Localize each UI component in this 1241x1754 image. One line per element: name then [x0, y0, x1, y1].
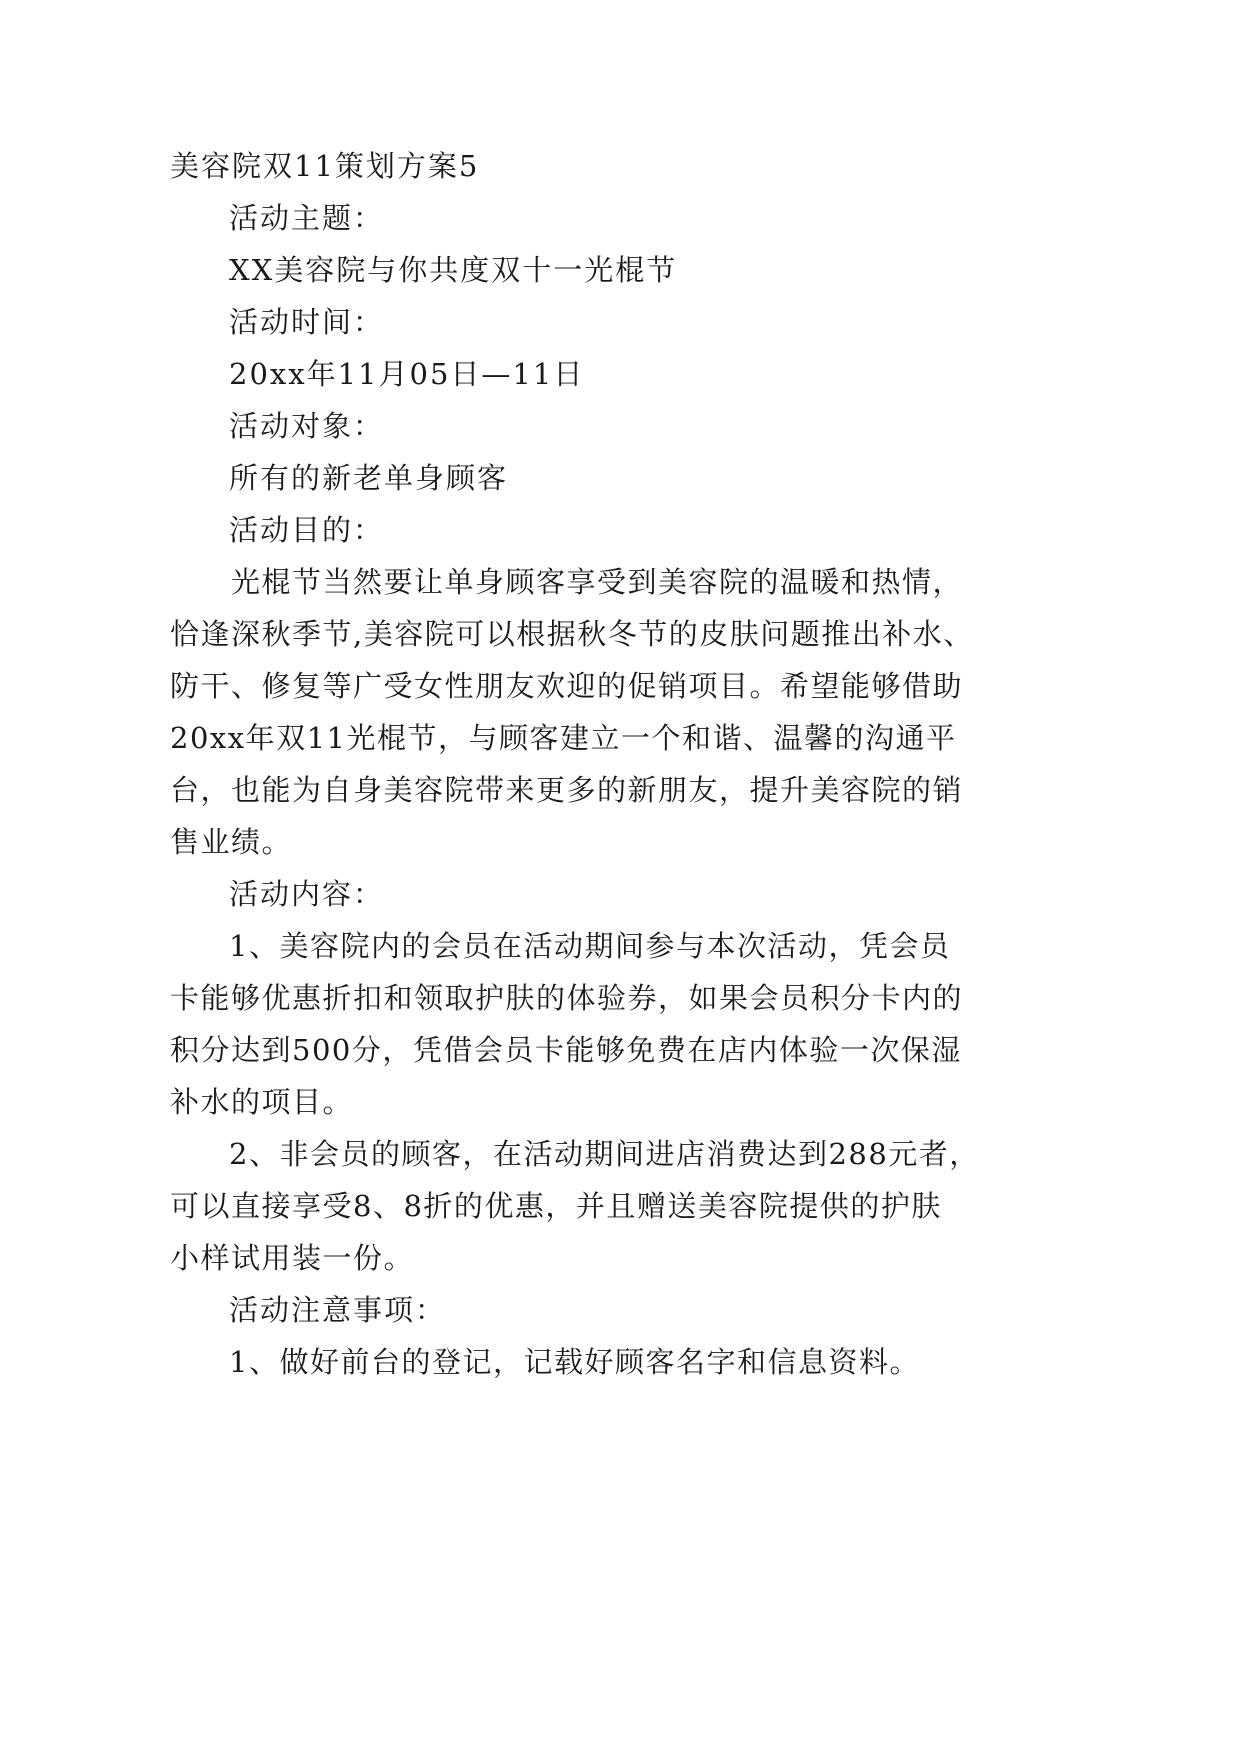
content-item2-line: 2、非会员的顾客，在活动期间进店消费达到288元者，: [229, 1137, 980, 1171]
purpose-line: 台，也能为自身美容院带来更多的新朋友，提升美容院的销: [170, 773, 964, 807]
purpose-line: 20xx年双11光棍节，与顾客建立一个和谐、温馨的沟通平: [170, 721, 957, 755]
theme-label: 活动主题：: [229, 201, 385, 235]
purpose-line: 防干、修复等广受女性朋友欢迎的促销项目。希望能够借助: [170, 669, 964, 703]
content-item1-line: 1、美容院内的会员在活动期间参与本次活动，凭会员: [229, 929, 951, 963]
purpose-line: 售业绩。: [170, 825, 293, 859]
target-label: 活动对象：: [229, 409, 385, 443]
content-item2-line: 可以直接享受8、8折的优惠，并且赠送美容院提供的护肤: [170, 1189, 942, 1223]
content-item1-line: 卡能够优惠折扣和领取护肤的体验券，如果会员积分卡内的: [170, 981, 964, 1015]
purpose-line: 恰逢深秋季节,美容院可以根据秋冬节的皮肤问题推出补水、: [170, 617, 974, 651]
content-label: 活动内容：: [229, 877, 385, 911]
time-label: 活动时间：: [229, 305, 385, 339]
content-item1-line: 补水的项目。: [170, 1085, 354, 1119]
content-item1-line: 积分达到500分，凭借会员卡能够免费在店内体验一次保湿: [170, 1033, 962, 1067]
target-value: 所有的新老单身顾客: [229, 461, 509, 495]
notes-label: 活动注意事项：: [229, 1293, 447, 1327]
notes-item: 1、做好前台的登记，记载好顾客名字和信息资料。: [229, 1345, 920, 1379]
time-value: 20xx年11月05日—11日: [229, 357, 585, 391]
purpose-label: 活动目的：: [229, 513, 385, 547]
theme-value: XX美容院与你共度双十一光棍节: [229, 253, 678, 287]
document-title: 美容院双11策划方案5: [170, 149, 480, 183]
purpose-line: 光棍节当然要让单身顾客享受到美容院的温暖和热情，: [231, 565, 964, 599]
content-item2-line: 小样试用装一份。: [170, 1241, 415, 1275]
